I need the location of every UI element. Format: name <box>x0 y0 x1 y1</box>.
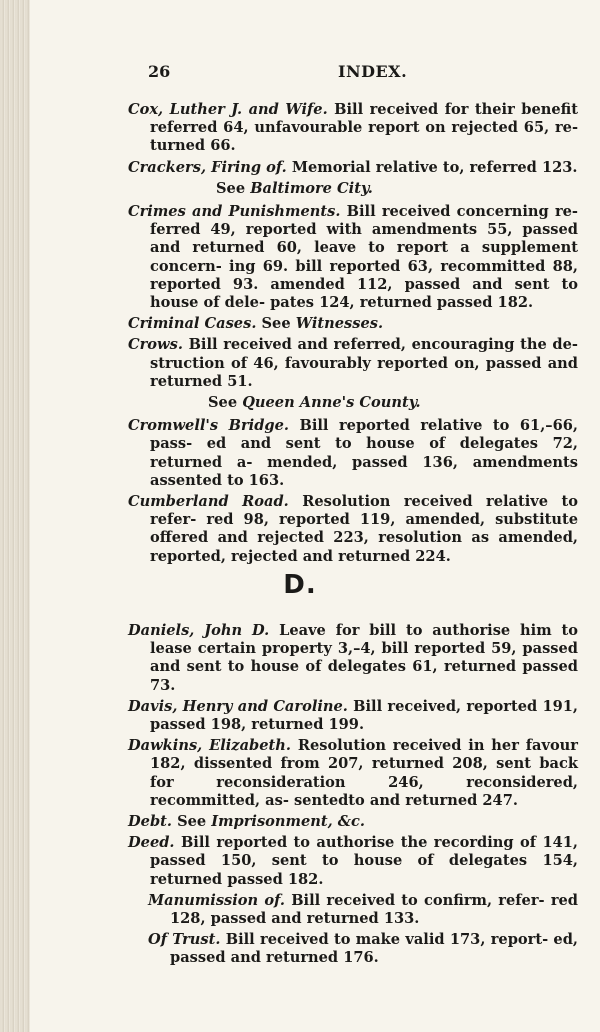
index-entry: Cumberland Road. Resolution received relative to refer- red 98, reported 119, amended, substitute offered and rejected 223, resolution as amended, reported, rejected and returned 224. <box>128 493 578 565</box>
index-subentry: Manumission of. Bill received to confirm, refer- red 128, passed and returned 133. <box>148 891 578 928</box>
index-entry: Dawkins, Elizabeth. Resolution received in her favour 182, dissented from 207, returned 208, sent back for reconsideration 246, reconsidered, recommitted, as- sentedto and returned 247. <box>128 737 578 809</box>
cross-reference: See Queen Anne's County. <box>208 394 421 412</box>
index-entry: Deed. Bill reported to authorise the recording of 141, passed 150, sent to house of delegates 154, returned passed 182. <box>128 834 578 888</box>
index-section-d <box>128 622 578 971</box>
index-entry: Davis, Henry and Caroline. Bill received, reported 191, passed 198, returned 199. <box>128 697 579 734</box>
section-letter-heading: D. <box>283 570 317 600</box>
index-entry: Daniels, John D. Leave for bill to authorise him to lease certain property 3,–4, bill reported 59, passed and sent to house of delegates 61, returned passed 73. <box>128 622 578 694</box>
page-number: 26 <box>148 62 171 81</box>
index-entry: Criminal Cases. See Witnesses. <box>128 315 384 333</box>
page-header <box>0 62 600 86</box>
index-entry: Cromwell's Bridge. Bill reported relative to 61,–66, pass- ed and sent to house of delegates 72, returned a- mended, passed 136, amendments assented to 163. <box>128 417 578 489</box>
index-section-c <box>128 101 578 569</box>
index-entry: Debt. See Imprisonment, &c. <box>128 813 365 831</box>
book-binding-edge <box>0 0 30 1032</box>
index-entry: Crackers, Firing of. Memorial relative to, referred 123. <box>128 158 578 176</box>
cross-reference: See Baltimore City. <box>216 179 373 197</box>
index-entry: Crimes and Punishments. Bill received concerning re- ferred 49, reported with amendments 55, passed and returned 60, leave to report a supplement concern- ing 69. bill reported 63, recommitted 88, reported 93. amended 112, passed and sent to house of dele- pates 124, returned passed 182. <box>128 203 578 312</box>
index-entry: Crows. Bill received and referred, encouraging the de- struction of 46, favourably reported on, passed and returned 51. <box>128 336 578 390</box>
page-title: INDEX. <box>338 62 408 81</box>
index-entry: Cox, Luther J. and Wife. Bill received for their benefit referred 64, unfavourable report on rejected 65, re- turned 66. <box>128 101 578 155</box>
index-subentry: Of Trust. Bill received to make valid 173, report- ed, passed and returned 176. <box>148 931 578 967</box>
